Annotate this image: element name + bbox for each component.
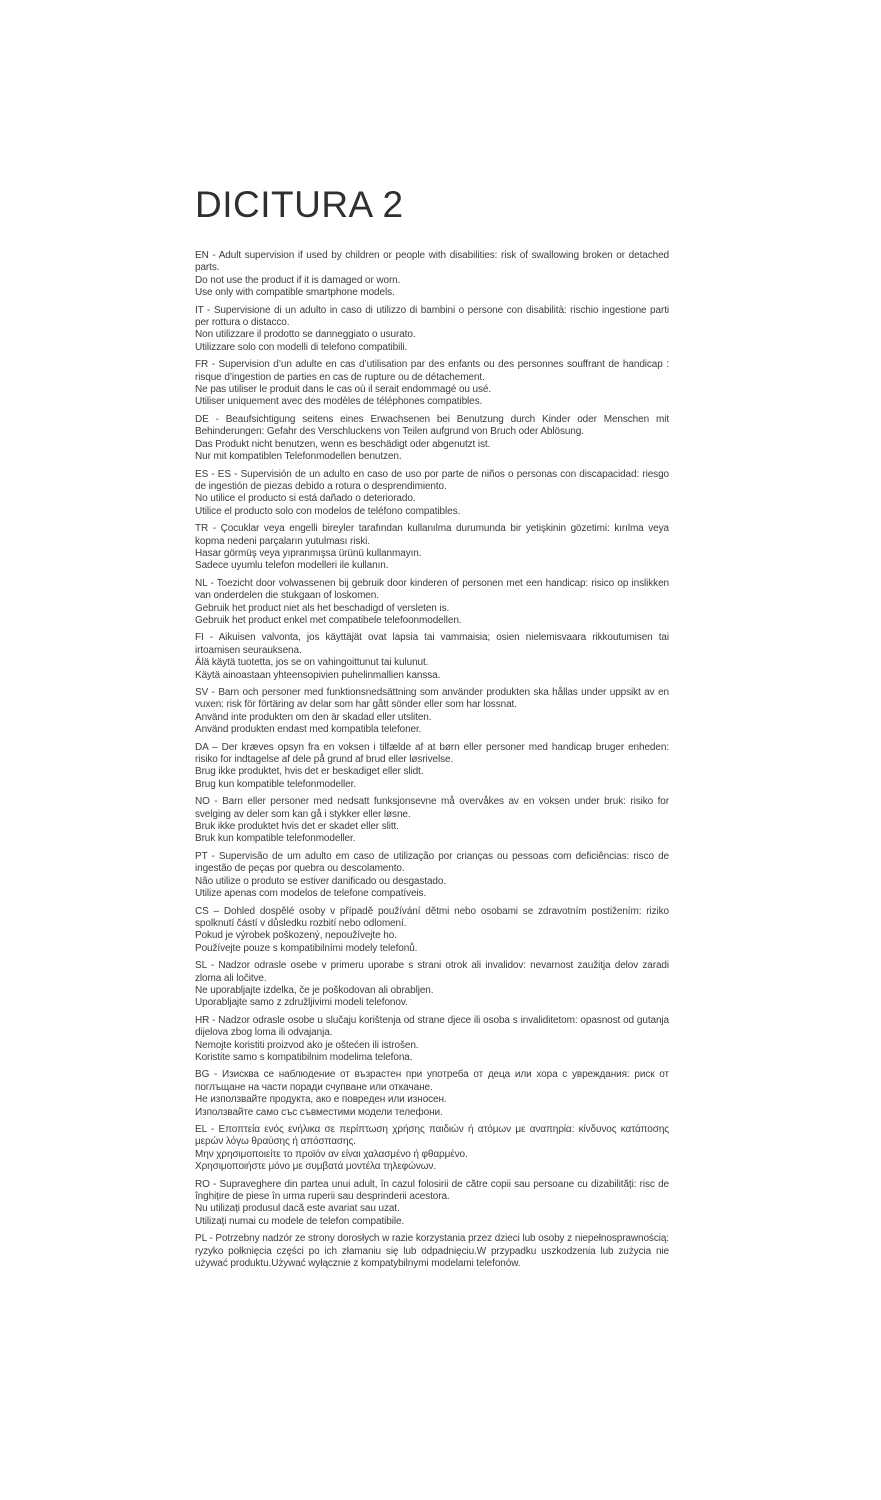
paragraph-line: IT - Supervisione di un adulto in caso di utilizzo di bambini o persone con disabilità: rischio ingestione parti per rottura o distacco. (195, 304, 669, 329)
paragraph-line: Hasar görmüş veya yıpranmışsa ürünü kullanmayın. (195, 547, 422, 559)
paragraph-line: Das Produkt nicht benutzen, wenn es beschädigt oder abgenutzt ist. (195, 438, 491, 450)
paragraph-line: PL - Potrzebny nadzór ze strony dorosłych w razie korzystania przez dzieci lub osoby z niepełnosprawnością: ryzyko połknięcia części po ich złamaniu się lub odpadnięciu.W przypadku uszkodzenia lub zużycia nie używać produktu.Używać wyłącznie z kompatybilnymi modelami telefonów. (195, 1233, 669, 1270)
language-paragraph-bg (195, 1069, 669, 1119)
paragraph-line: Използвайте само със съвместими модели телефони. (195, 1106, 443, 1118)
paragraph-line: Non utilizzare il prodotto se danneggiato o usurato. (195, 329, 416, 341)
paragraph-line: Use only with compatible smartphone models. (195, 287, 395, 299)
paragraph-line: FI - Aikuisen valvonta, jos käyttäjät ovat lapsia tai vammaisia; osien nielemisvaara rikkoutumisen tai irtoamisen seurauksena. (195, 632, 669, 656)
paragraph-line: NO - Barn eller personer med nedsatt funksjonsevne må overvåkes av en voksen under bruk: risiko for svelging av deler som kan gå i stykker eller løsne. (195, 796, 669, 820)
language-paragraph-list (195, 250, 669, 1270)
paragraph-line: Använd inte produkten om den är skadad eller utsliten. (195, 711, 432, 723)
paragraph-line: CS – Dohled dospělé osoby v případě používání dětmi nebo osobami se zdravotním postižením: riziko spolknutí částí v důsledku rozbití nebo odlomení. (195, 905, 669, 929)
paragraph-line: Gebruik het product enkel met compatibele telefoonmodellen. (195, 614, 462, 626)
paragraph-line: Nur mit kompatiblen Telefonmodellen benutzen. (195, 451, 402, 463)
paragraph-line: EN - Adult supervision if used by children or people with disabilities: risk of swallowing broken or detached parts. (195, 250, 669, 274)
paragraph-line: Nemojte koristiti proizvod ako je oštećen ili istrošen. (195, 1039, 419, 1051)
language-paragraph-es (195, 469, 669, 519)
paragraph-line: Käytä ainoastaan yhteensopivien puhelinmallien kanssa. (195, 669, 441, 681)
paragraph-line: Gebruik het product niet als het beschadigd of versleten is. (195, 602, 450, 614)
paragraph-line: Ne uporabljajte izdelka, če je poškodovan ali obrabljen. (195, 984, 434, 996)
language-paragraph-sl (195, 960, 669, 1010)
paragraph-line: NL - Toezicht door volwassenen bij gebruik door kinderen of personen met een handicap: risico op inslikken van onderdelen die stukgaan of loskomen. (195, 577, 669, 602)
paragraph-line: Bruk kun kompatible telefonmodeller. (195, 833, 356, 845)
paragraph-line: Koristite samo s kompatibilnim modelima telefona. (195, 1051, 413, 1063)
paragraph-line: Bruk ikke produktet hvis det er skadet eller slitt. (195, 821, 399, 833)
language-paragraph-fi (195, 632, 669, 682)
paragraph-line: Do not use the product if it is damaged or worn. (195, 274, 401, 286)
paragraph-line: Používejte pouze s kompatibilními modely telefonů. (195, 942, 418, 954)
language-paragraph-ro (195, 1179, 669, 1229)
paragraph-line: Utilize apenas com modelos de telefone compatíveis. (195, 888, 427, 900)
paragraph-line: HR - Nadzor odrasle osobe u slučaju korištenja od strane djece ili osoba s invaliditetom: opasnost od gutanja dijelova zbog loma ili odvajanja. (195, 1014, 669, 1039)
language-paragraph-sv (195, 687, 669, 737)
paragraph-line: Uporabljajte samo z združljivimi modeli telefonov. (195, 997, 408, 1009)
paragraph-line: Не използвайте продукта, ако е повреден или износен. (195, 1094, 447, 1106)
paragraph-line: Utilizați numai cu modele de telefon compatibile. (195, 1215, 405, 1227)
language-paragraph-hr (195, 1015, 669, 1065)
document-content (195, 186, 669, 1275)
paragraph-line: DE - Beaufsichtigung seitens eines Erwachsenen bei Benutzung durch Kinder oder Menschen mit Behinderungen: Gefahr des Verschluckens von Teilen aufgrund von Bruch oder Ablösung. (195, 413, 669, 438)
paragraph-line: ES - ES - Supervisión de un adulto en caso de uso por parte de niños o personas con discapacidad: riesgo de ingestión de piezas debido a rotura o desprendimiento. (195, 468, 669, 492)
language-paragraph-de (195, 414, 669, 464)
paragraph-line: FR - Supervision d’un adulte en cas d’utilisation par des enfants ou des personnes souffrant de handicap : risque d’ingestion de parties en cas de rupture ou de détachement. (195, 359, 669, 383)
language-paragraph-it (195, 305, 669, 355)
page-title: DICITURA 2 (195, 184, 404, 225)
paragraph-line: Brug ikke produktet, hvis det er beskadiget eller slidt. (195, 766, 424, 778)
paragraph-line: Brug kun kompatible telefonmodeller. (195, 778, 356, 790)
paragraph-line: Pokud je výrobek poškozený, nepoužívejte ho. (195, 930, 397, 942)
paragraph-line: Utilizzare solo con modelli di telefono compatibili. (195, 341, 408, 353)
paragraph-line: Utiliser uniquement avec des modèles de téléphones compatibles. (195, 396, 483, 408)
paragraph-line: Använd produkten endast med kompatibla telefoner. (195, 724, 422, 736)
language-paragraph-da (195, 742, 669, 792)
paragraph-line: Não utilize o produto se estiver danificado ou desgastado. (195, 875, 447, 887)
paragraph-line: DA – Der kræves opsyn fra en voksen i tilfælde af at børn eller personer med handicap bruger enheden: risiko for indtagelse af dele på grund af brud eller løsrivelse. (195, 741, 669, 766)
language-paragraph-tr (195, 523, 669, 573)
language-paragraph-no (195, 796, 669, 846)
language-paragraph-pl (195, 1233, 669, 1270)
paragraph-line: RO - Supraveghere din partea unui adult, în cazul folosirii de către copii sau persoane cu dizabilități: risc de înghițire de piese în urma ruperii sau desprinderii acestora. (195, 1178, 669, 1203)
paragraph-line: Μην χρησιμοποιείτε το προϊόν αν είναι χαλασμένο ή φθαρμένο. (195, 1148, 468, 1160)
paragraph-line: EL - Εποπτεία ενός ενήλικα σε περίπτωση χρήσης παιδιών ή ατόμων με αναπηρία: κίνδυνος κατάποσης μερών λόγω θραύσης ή απόσπασης. (195, 1124, 669, 1148)
paragraph-line: SL - Nadzor odrasle osebe v primeru uporabe s strani otrok ali invalidov: nevarnost zaužitja delov zaradi zloma ali ločitve. (195, 960, 669, 984)
paragraph-line: Sadece uyumlu telefon modelleri ile kullanın. (195, 560, 389, 572)
paragraph-line: Älä käytä tuotetta, jos se on vahingoittunut tai kulunut. (195, 657, 429, 669)
paragraph-line: TR - Çocuklar veya engelli bireyler tarafından kullanılma durumunda bir yetişkinin gözetimi: kırılma veya kopma nedeni parçaların yutulması riski. (195, 523, 669, 547)
paragraph-line: No utilice el producto si está dañado o deteriorado. (195, 493, 416, 505)
language-paragraph-en (195, 250, 669, 300)
language-paragraph-fr (195, 359, 669, 409)
language-paragraph-cs (195, 906, 669, 956)
language-paragraph-pt (195, 851, 669, 901)
language-paragraph-el (195, 1124, 669, 1174)
paragraph-line: PT - Supervisão de um adulto em caso de utilização por crianças ou pessoas com deficiências: risco de ingestão de peças por quebra ou descolamento. (195, 850, 669, 875)
language-paragraph-nl (195, 578, 669, 628)
paragraph-line: SV - Barn och personer med funktionsnedsättning som använder produkten ska hållas under uppsikt av en vuxen: risk för förtäring av delar som har gått sönder eller som har lossnat. (195, 687, 669, 711)
paragraph-line: Nu utilizați produsul dacă este avariat sau uzat. (195, 1203, 400, 1215)
paragraph-line: Ne pas utiliser le produit dans le cas où il serait endommagé ou usé. (195, 384, 492, 396)
paragraph-line: BG - Изисква се наблюдение от възрастен при употреба от деца или хора с увреждания: риск от поглъщане на части поради счупване или откачане. (195, 1069, 669, 1093)
paragraph-line: Utilice el producto solo con modelos de teléfono compatibles. (195, 505, 461, 517)
paragraph-line: Χρησιμοποιήστε μόνο με συμβατά μοντέλα τηλεφώνων. (195, 1161, 437, 1173)
